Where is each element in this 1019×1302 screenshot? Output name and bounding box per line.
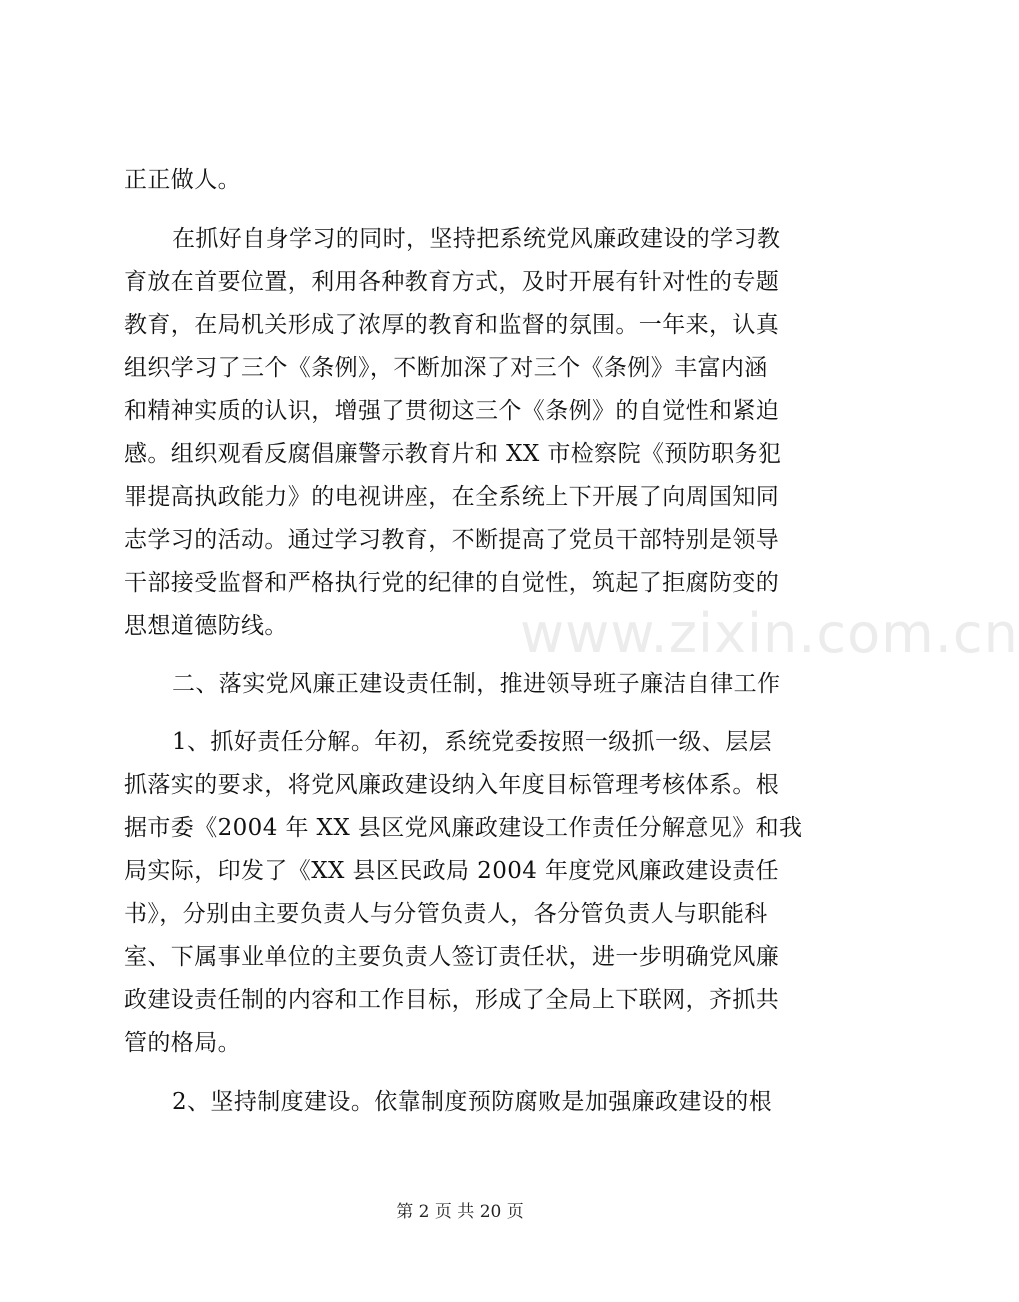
text-line: 教育，在局机关形成了浓厚的教育和监督的氛围。一年来，认真 xyxy=(124,312,780,338)
section-heading: 二、落实党风廉正建设责任制，推进领导班子廉洁自律工作 xyxy=(172,671,781,697)
page-footer: 第 2 页 共 20 页 xyxy=(396,1202,524,1222)
text-line: 1、抓好责任分解。年初，系统党委按照一级抓一级、层层 xyxy=(172,729,773,755)
text-line: 罪提高执政能力》的电视讲座，在全系统上下开展了向周国知同 xyxy=(124,484,780,510)
text-line: 在抓好自身学习的同时，坚持把系统党风廉政建设的学习教 xyxy=(172,226,781,252)
text-line: 育放在首要位置，利用各种教育方式，及时开展有针对性的专题 xyxy=(124,269,780,295)
text-line: 干部接受监督和严格执行党的纪律的自觉性，筑起了拒腐防变的 xyxy=(124,570,780,596)
text-line: 2、坚持制度建设。依靠制度预防腐败是加强廉政建设的根 xyxy=(172,1089,773,1115)
text-line: 书》，分别由主要负责人与分管负责人，各分管负责人与职能科 xyxy=(124,901,768,927)
text-line: 志学习的活动。通过学习教育，不断提高了党员干部特别是领导 xyxy=(124,527,780,553)
text-line: 组织学习了三个《条例》，不断加深了对三个《条例》丰富内涵 xyxy=(124,355,768,381)
text-line: 据市委《2004 年 XX 县区党风廉政建设工作责任分解意见》和我 xyxy=(124,815,803,841)
text-line: 抓落实的要求，将党风廉政建设纳入年度目标管理考核体系。根 xyxy=(124,772,780,798)
text-line: 正正做人。 xyxy=(124,167,241,193)
text-line: 政建设责任制的内容和工作目标，形成了全局上下联网，齐抓共 xyxy=(124,987,780,1013)
text-line: 管的格局。 xyxy=(124,1030,241,1056)
text-line: 思想道德防线。 xyxy=(124,613,288,639)
text-line: 室、下属事业单位的主要负责人签订责任状，进一步明确党风廉 xyxy=(124,944,780,970)
watermark: www.zixin.com.cn xyxy=(520,602,1019,665)
text-line: 局实际，印发了《XX 县区民政局 2004 年度党风廉政建设责任 xyxy=(124,858,780,884)
text-line: 感。组织观看反腐倡廉警示教育片和 XX 市检察院《预防职务犯 xyxy=(124,441,782,467)
text-line: 和精神实质的认识，增强了贯彻这三个《条例》的自觉性和紧迫 xyxy=(124,398,780,424)
